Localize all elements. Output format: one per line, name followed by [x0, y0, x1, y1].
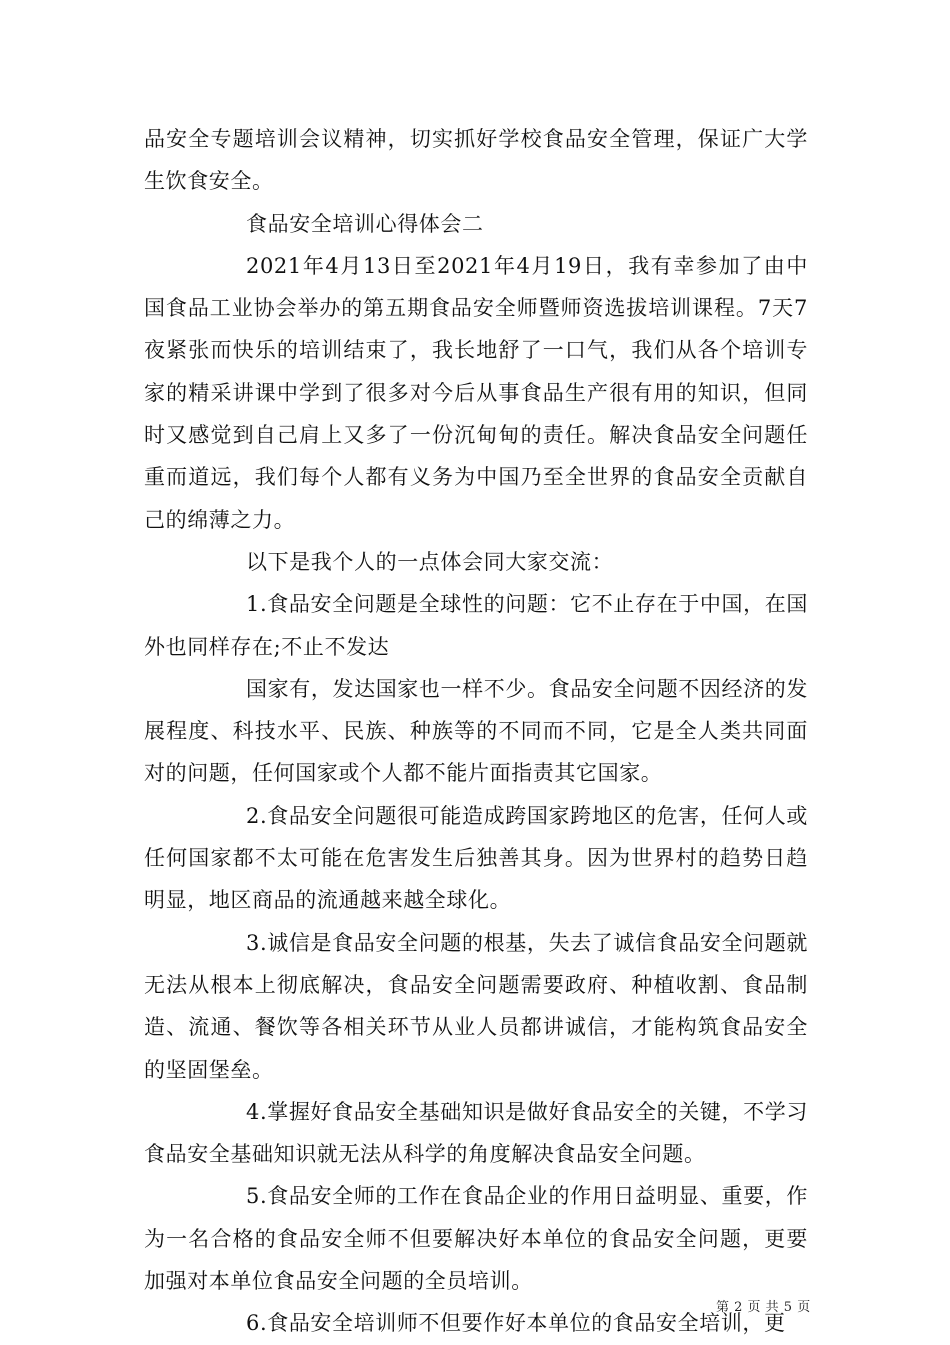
page-number-footer: 第 2 页 共 5 页 — [716, 1300, 811, 1315]
paragraph-intro-continuation: 品安全专题培训会议精神，切实抓好学校食品安全管理，保证广大学生饮食安全。 — [144, 127, 808, 194]
list-item-5: 5.食品安全师的工作在食品企业的作用日益明显、重要，作为一名合格的食品安全师不但要解决好本单位的食品安全问题，更要加强对本单位食品安全问题的全员培训。 — [144, 1184, 808, 1294]
paragraph-experience: 2021年4月13日至2021年4月19日，我有幸参加了由中国食品工业协会举办的第五期食品安全师暨师资选拔培训课程。7天7夜紧张而快乐的培训结束了，我长地舒了一口气，我们从各个培训专家的精采讲课中学到了很多对今后从事食品生产很有用的知识，但同时又感觉到自己肩上又多了一份沉甸甸的责任。解决食品安全问题任重而道远，我们每个人都有义务为中国乃至全世界的食品安全贡献自己的绵薄之力。 — [144, 253, 808, 532]
list-item-1: 1.食品安全问题是全球性的问题：它不止存在于中国，在国外也同样存在;不止不发达 — [144, 592, 808, 659]
document-body — [144, 118, 808, 1345]
list-item-6: 6.食品安全培训师不但要作好本单位的食品安全培训，更 — [246, 1311, 786, 1336]
paragraph-lead-in: 以下是我个人的一点体会同大家交流： — [246, 549, 614, 574]
section-heading: 食品安全培训心得体会二 — [246, 211, 484, 236]
list-item-4: 4.掌握好食品安全基础知识是做好食品安全的关键，不学习食品安全基础知识就无法从科学的角度解决食品安全问题。 — [144, 1099, 808, 1167]
list-item-1-continuation: 国家有，发达国家也一样不少。食品安全问题不因经济的发展程度、科技水平、民族、种族等的不同而不同，它是全人类共同面对的问题，任何国家或个人都不能片面指责其它国家。 — [144, 676, 808, 786]
list-item-2: 2.食品安全问题很可能造成跨国家跨地区的危害，任何人或任何国家都不太可能在危害发生后独善其身。因为世界村的趋势日趋明显，地区商品的流通越来越全球化。 — [144, 803, 808, 913]
list-item-3: 3.诚信是食品安全问题的根基，失去了诚信食品安全问题就无法从根本上彻底解决，食品安全问题需要政府、种植收割、食品制造、流通、餐饮等各相关环节从业人员都讲诚信，才能构筑食品安全的坚固堡垒。 — [144, 930, 808, 1082]
